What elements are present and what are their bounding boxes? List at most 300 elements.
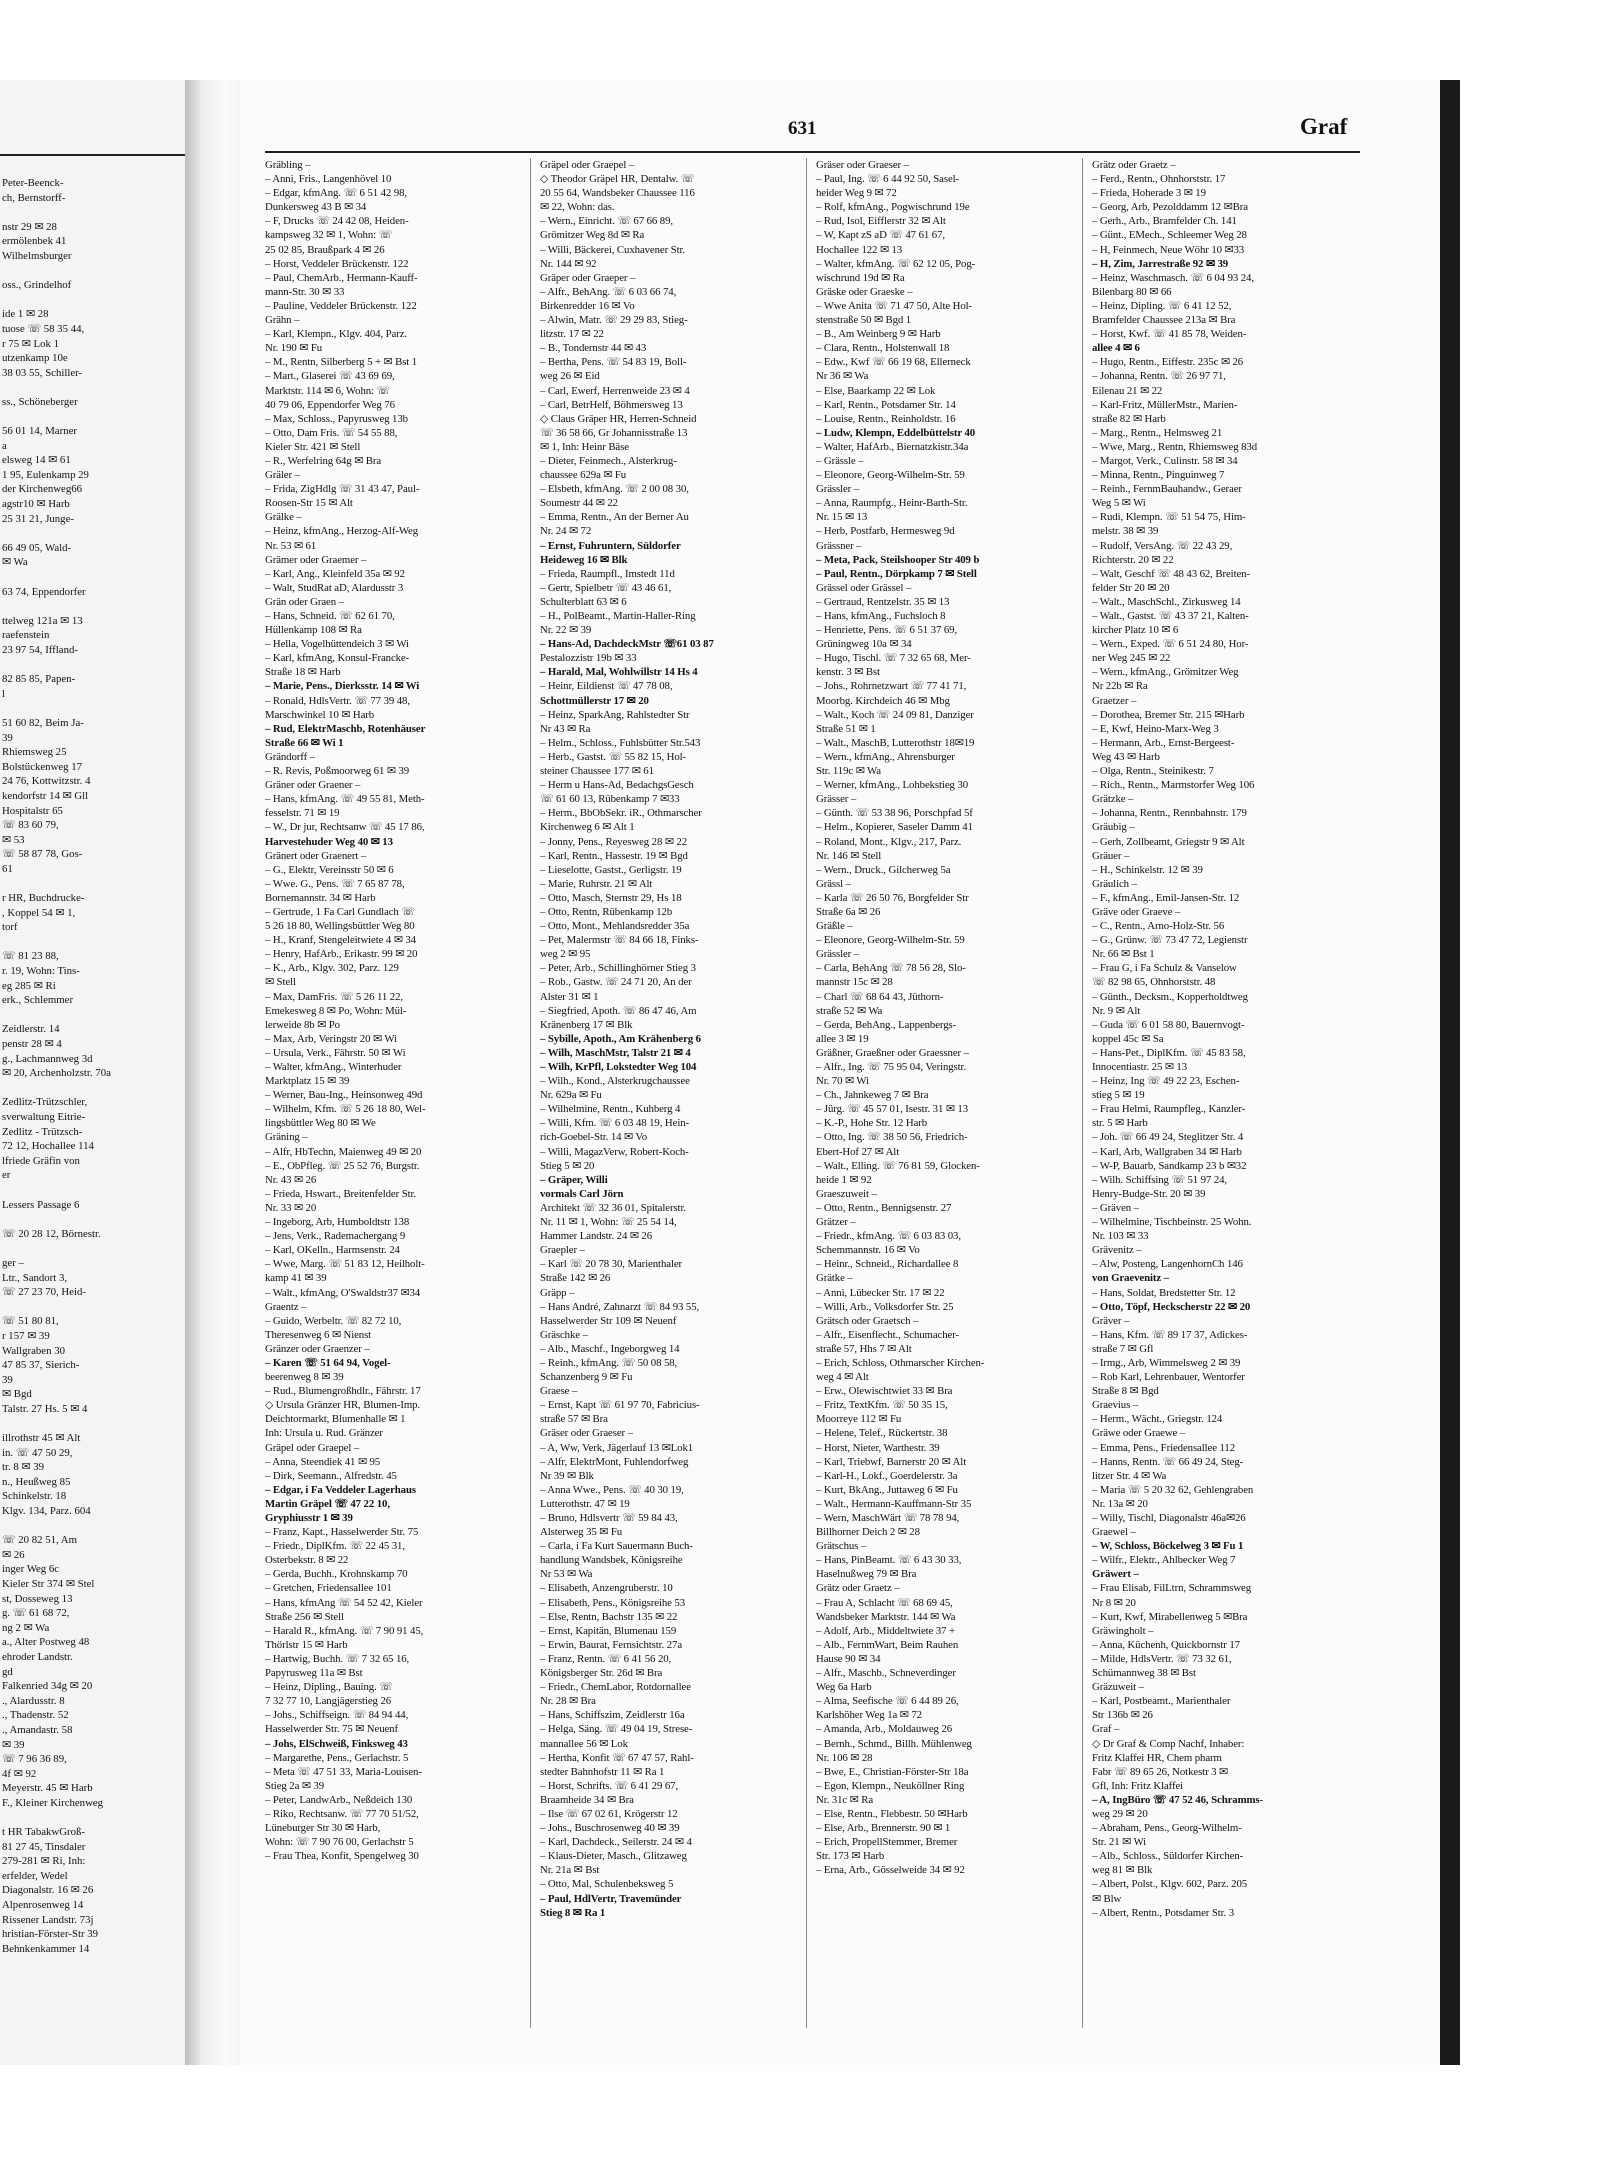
- directory-entry: – Carl, BetrHelf, Böhmersweg 13: [540, 398, 683, 411]
- directory-column-2: [540, 158, 798, 2038]
- left-page-line: ng 2 ✉ Wa: [2, 1621, 50, 1634]
- directory-entry: – Anna Wwe., Pens. ☏ 40 30 19,: [540, 1483, 684, 1496]
- left-page-line: Talstr. 27 Hs. 5 ✉ 4: [2, 1402, 88, 1415]
- directory-entry: Fabr ☏ 89 65 26, Notkestr 3 ✉: [1092, 1765, 1229, 1778]
- directory-entry: – Johanna, Rentn., Rennbahnstr. 179: [1092, 807, 1247, 820]
- directory-entry: – Frau Helmi, Raumpfleg., Kanzler-: [1092, 1103, 1246, 1116]
- column-divider: [1082, 158, 1083, 2028]
- directory-entry: – Anna, Küchenh, Quickbornstr 17: [1092, 1638, 1240, 1651]
- left-page-line: Schinkelstr. 18: [2, 1490, 67, 1503]
- left-page-line: agstr10 ✉ Harb: [2, 498, 70, 511]
- directory-entry: – Hugo, Tischl. ☏ 7 32 65 68, Mer-: [816, 652, 971, 665]
- directory-entry: – Olga, Rentn., Steinikestr. 7: [1092, 765, 1214, 778]
- directory-entry: Grätzke –: [1092, 793, 1134, 806]
- left-page-line: [0, 1008, 185, 1023]
- directory-entry: handlung Wandsbek, Königsreihe: [540, 1554, 683, 1567]
- directory-entry: – Walt., kfmAng, O'Swaldstr37 ✉34: [265, 1286, 421, 1299]
- directory-entry: – Ursula, Verk., Fährstr. 50 ✉ Wi: [265, 1046, 406, 1059]
- directory-entry: – Willi, Arb., Volksdorfer Str. 25: [816, 1300, 954, 1313]
- directory-entry: Schottmüllerstr 17 ✉ 20: [540, 694, 649, 707]
- directory-entry: – Charl ☏ 68 64 43, Jüthorn-: [816, 990, 944, 1003]
- directory-entry: Gränert oder Graenert –: [265, 849, 367, 862]
- directory-entry: – Maria ☏ 5 20 32 62, Gehlengraben: [1092, 1483, 1254, 1496]
- left-page-line: 81 27 45, Tinsdaler: [2, 1840, 86, 1853]
- left-page-line: Rhiemsweg 25: [2, 746, 67, 759]
- directory-entry: – Erich, PropellStemmer, Bremer: [816, 1836, 958, 1849]
- directory-entry: – Siegfried, Apoth. ☏ 86 47 46, Am: [540, 1004, 697, 1017]
- directory-entry: Thörlstr 15 ✉ Harb: [265, 1638, 348, 1651]
- left-page-line: 39: [2, 731, 13, 744]
- directory-entry: melstr. 38 ✉ 39: [1092, 525, 1159, 538]
- directory-entry: Nr. 9 ✉ Alt: [1092, 1004, 1141, 1017]
- directory-entry: Nr. 629a ✉ Fu: [540, 1089, 602, 1102]
- directory-entry: heider Weg 9 ✉ 72: [816, 187, 897, 200]
- directory-entry: stedter Bahnhofstr 11 ✉ Ra 1: [540, 1765, 665, 1778]
- directory-entry: – Eleonore, Georg-Wilhelm-Str. 59: [816, 469, 965, 482]
- directory-entry: Nr. 24 ✉ 72: [540, 525, 592, 538]
- directory-entry: – Max, Arb, Veringstr 20 ✉ Wi: [265, 1032, 397, 1045]
- directory-entry: Schemmannstr. 16 ✉ Vo: [816, 1244, 920, 1257]
- directory-entry: – Horst, Kwf. ☏ 41 85 78, Weiden-: [1092, 328, 1247, 341]
- directory-entry: – Meta, Pack, Steilshooper Str 409 b: [816, 553, 980, 566]
- left-page-line: [0, 935, 185, 950]
- directory-entry: kircher Platz 10 ✉ 6: [1092, 624, 1179, 637]
- directory-entry: ✉ 1, Inh: Heinr Bäse: [540, 440, 629, 453]
- directory-entry: – Hermann, Arb., Ernst-Bergeest-: [1092, 736, 1235, 749]
- directory-entry: felder Str 20 ✉ 20: [1092, 581, 1170, 594]
- directory-entry: – Paul, Ing. ☏ 6 44 92 50, Sasel-: [816, 173, 960, 186]
- directory-entry: Nr. 31c ✉ Ra: [816, 1793, 874, 1806]
- directory-entry: – H., Schinkelstr. 12 ✉ 39: [1092, 863, 1203, 876]
- directory-entry: – Wilh, KrPfl, Lokstedter Weg 104: [540, 1061, 697, 1073]
- left-page-line: sverwaltung Eitrie-: [2, 1111, 86, 1123]
- directory-entry: koppel 45c ✉ Sa: [1092, 1032, 1164, 1045]
- left-page-line: 25 31 21, Junge-: [2, 512, 74, 525]
- directory-entry: Soumestr 44 ✉ 22: [540, 497, 618, 510]
- left-page-line: Klgv. 134, Parz. 604: [2, 1505, 91, 1518]
- left-page-line: [0, 410, 185, 425]
- directory-entry: – Louise, Rentn., Reinholdstr. 16: [816, 412, 956, 425]
- directory-entry: kenstr. 3 ✉ Bst: [816, 666, 880, 679]
- directory-entry: – Frau A, Schlacht ☏ 68 69 45,: [816, 1596, 953, 1609]
- left-page-line: 38 03 55, Schiller-: [2, 366, 83, 379]
- left-page-line: t HR TabakwGroß-: [2, 1826, 86, 1839]
- directory-entry: – Alb., Schloss., Süldorfer Kirchen-: [1092, 1850, 1244, 1863]
- directory-entry: – Milde, HdlsVertr. ☏ 73 32 61,: [1092, 1652, 1232, 1665]
- directory-entry: – Else, Rentn, Bachstr 135 ✉ 22: [540, 1610, 678, 1623]
- directory-entry: – Günth., Decksm., Kopperholdtweg: [1092, 990, 1248, 1003]
- left-page-line: [0, 1300, 185, 1315]
- left-page-line: torf: [2, 921, 18, 934]
- directory-entry: – Paul, Rentn., Dörpkamp 7 ✉ Stell: [816, 567, 977, 580]
- directory-entry: Nr. 11 ✉ 1, Wohn: ☏ 25 54 14,: [540, 1216, 677, 1229]
- left-page-line: 61: [2, 862, 13, 875]
- left-page-line: F., Kleiner Kirchenweg: [2, 1796, 104, 1809]
- left-page-line: ☏ 20 82 51, Am: [2, 1534, 77, 1547]
- directory-entry: ◇ Claus Gräper HR, Herren-Schneid: [540, 412, 697, 425]
- directory-entry: lingsbüttler Weg 80 ✉ We: [265, 1117, 376, 1130]
- directory-entry: Gränzer oder Graenzer –: [265, 1342, 370, 1355]
- directory-entry: – Wilhelm, Kfm. ☏ 5 26 18 80, Wel-: [265, 1103, 426, 1116]
- directory-entry: – Margot, Verk., Culinstr. 58 ✉ 34: [1092, 454, 1238, 467]
- directory-entry: Richterstr. 20 ✉ 22: [1092, 553, 1174, 566]
- directory-entry: Gräbling –: [265, 159, 311, 171]
- directory-entry: Innocentiastr. 25 ✉ 13: [1092, 1061, 1188, 1073]
- directory-entry: – Guido, Werbeltr. ☏ 82 72 10,: [265, 1314, 402, 1327]
- directory-entry: Henry-Budge-Str. 20 ✉ 39: [1092, 1187, 1206, 1200]
- directory-entry: Marktstr. 114 ✉ 6, Wohn: ☏: [265, 384, 390, 397]
- left-page-line: der Kirchenweg66: [2, 483, 83, 496]
- directory-entry: Gräve oder Graeve –: [1092, 905, 1181, 918]
- directory-entry: Grömitzer Weg 8d ✉ Ra: [540, 229, 645, 242]
- directory-entry: Schulterblatt 63 ✉ 6: [540, 595, 627, 608]
- directory-entry: – Alfr., Eisenflecht., Schumacher-: [816, 1328, 959, 1341]
- directory-entry: – Joh. ☏ 66 49 24, Steglitzer Str. 4: [1092, 1131, 1244, 1144]
- directory-entry: litzstr. 17 ✉ 22: [540, 328, 604, 341]
- directory-entry: – Alfr., Maschb., Schneverdinger: [816, 1667, 956, 1680]
- directory-entry: Moorreye 112 ✉ Fu: [816, 1413, 902, 1426]
- directory-entry: weg 29 ✉ 20: [1092, 1807, 1148, 1820]
- directory-entry: – Dirk, Seemann., Alfredstr. 45: [265, 1469, 397, 1482]
- directory-entry: – H, Zim, Jarrestraße 92 ✉ 39: [1092, 257, 1229, 270]
- directory-entry: – Otto, Masch, Sternstr 29, Hs 18: [540, 891, 682, 904]
- directory-entry: – Elisabeth, Pens., Königsreihe 53: [540, 1596, 686, 1609]
- left-page-line: a: [2, 439, 7, 452]
- directory-entry: – C., Rentn., Arno-Holz-Str. 56: [1092, 920, 1225, 933]
- directory-entry: – G., Grünw. ☏ 73 47 72, Legienstr: [1092, 934, 1248, 947]
- directory-entry: Bornemannstr. 34 ✉ Harb: [265, 891, 376, 904]
- left-page-line: 39: [2, 1373, 13, 1386]
- left-page-line: in. ☏ 47 50 29,: [2, 1446, 73, 1459]
- directory-entry: – Else, Rentn., Flebbestr. 50 ✉Harb: [816, 1807, 968, 1820]
- directory-entry: – Else, Baarkamp 22 ✉ Lok: [816, 384, 936, 397]
- directory-entry: ✉ Blw: [1092, 1892, 1122, 1905]
- directory-entry: – Ludw, Klempn, Eddelbüttelstr 40: [816, 426, 976, 439]
- left-page-line: st, Dosseweg 13: [2, 1592, 73, 1605]
- directory-entry: lerweide 8b ✉ Po: [265, 1018, 340, 1031]
- directory-entry: – Emma, Rentn., An der Berner Au: [540, 511, 689, 524]
- directory-entry: – Wwe Anita ☏ 71 47 50, Alte Hol-: [816, 299, 973, 312]
- directory-entry: – Else, Arb., Brennerstr. 90 ✉ 1: [816, 1822, 951, 1835]
- directory-entry: – Günt., EMech., Schleemer Weg 28: [1092, 229, 1247, 242]
- directory-entry: – Wilh, MaschMstr, Talstr 21 ✉ 4: [540, 1046, 691, 1059]
- directory-entry: – Rob Karl, Lehrenbauer, Wentorfer: [1092, 1371, 1245, 1384]
- directory-entry: – Frieda, Raumpfl., Imstedt 11d: [540, 567, 675, 580]
- directory-entry: 40 79 06, Eppendorfer Weg 76: [265, 398, 395, 411]
- directory-entry: – Karl, Arb, Wallgraben 34 ✉ Harb: [1092, 1145, 1242, 1158]
- directory-entry: – Heinz, Dipling. ☏ 6 41 12 52,: [1092, 299, 1232, 312]
- directory-entry: Grämer oder Graemer –: [265, 553, 367, 566]
- left-page-line: ., Thadenstr. 52: [2, 1709, 69, 1722]
- left-page-line: ide 1 ✉ 28: [2, 308, 49, 321]
- left-page-line: r 75 ✉ Lok 1: [2, 337, 60, 350]
- directory-entry: – Carla, i Fa Kurt Sauermann Buch-: [540, 1540, 693, 1553]
- directory-entry: – Carla, BehAng ☏ 78 56 28, Slo-: [816, 962, 966, 975]
- directory-entry: – Willi, MagazVerw, Robert-Koch-: [540, 1145, 689, 1158]
- directory-entry: – Rudi, Klempn. ☏ 51 54 75, Him-: [1092, 511, 1246, 524]
- directory-entry: – Johs., Rohrnetzwart ☏ 77 41 71,: [816, 680, 967, 693]
- directory-entry: ✉ Stell: [265, 976, 296, 989]
- directory-entry: Nr 53 ✉ Wa: [540, 1568, 593, 1581]
- directory-entry: Straße 256 ✉ Stell: [265, 1610, 344, 1623]
- directory-entry: – Wern, MaschWärt ☏ 78 78 94,: [816, 1512, 960, 1524]
- directory-entry: Roosen-Str 15 ✉ Alt: [265, 497, 353, 510]
- directory-entry: – Gerh, Zollbeamt, Griegstr 9 ✉ Alt: [1092, 835, 1245, 848]
- directory-entry: – Johs., Buschrosenweg 40 ✉ 39: [540, 1822, 680, 1835]
- directory-entry: – Karl, kfmAng, Konsul-Francke-: [265, 652, 410, 665]
- directory-entry: Martin Gräpel ☏ 47 22 10,: [265, 1497, 390, 1510]
- directory-entry: – Hans, Kfm. ☏ 89 17 37, Adickes-: [1092, 1328, 1248, 1341]
- directory-entry: – Grässle –: [816, 454, 864, 467]
- directory-entry: Marschwinkel 10 ✉ Harb: [265, 708, 375, 721]
- directory-entry: – Walt., Hermann-Kauffmann-Str 35: [816, 1497, 972, 1510]
- directory-entry: Bilenbarg 80 ✉ 66: [1092, 285, 1172, 298]
- left-page-line: [0, 599, 185, 614]
- directory-entry: – H, Feinmech, Neue Wöhr 10 ✉33: [1092, 243, 1245, 256]
- directory-entry: mannstr 15c ✉ 28: [816, 976, 893, 989]
- directory-entry: Nr 43 ✉ Ra: [540, 722, 591, 735]
- directory-entry: Straße 142 ✉ 26: [540, 1272, 611, 1285]
- directory-entry: Gräpel oder Graepel –: [540, 159, 635, 171]
- directory-entry: ✉ 22, Wohn: das.: [540, 201, 615, 214]
- directory-entry: Kränenberg 17 ✉ Blk: [540, 1018, 633, 1031]
- directory-entry: – Wwe, Marg., Rentn, Rhiemsweg 83d: [1092, 440, 1258, 453]
- directory-entry: Nr 36 ✉ Wa: [816, 370, 869, 383]
- directory-entry: – Horst, Schrifts. ☏ 6 41 29 67,: [540, 1779, 679, 1792]
- directory-entry: Grässl –: [816, 877, 851, 890]
- directory-entry: – Friedr., DiplKfm. ☏ 22 45 31,: [265, 1540, 405, 1553]
- left-page-line: ehroder Landstr.: [2, 1650, 73, 1663]
- directory-entry: – Gerda, BehAng., Lappenbergs-: [816, 1018, 957, 1031]
- directory-entry: Grässler –: [816, 483, 860, 496]
- directory-entry: Grässel oder Grässel –: [816, 581, 912, 594]
- book-gutter: [185, 80, 240, 2065]
- directory-entry: mann-Str. 30 ✉ 33: [265, 285, 345, 298]
- directory-entry: – Anni, Lübecker Str. 17 ✉ 22: [816, 1286, 945, 1299]
- left-page-line: ☏ 81 23 88,: [2, 950, 59, 963]
- directory-entry: – Hans, kfmAng ☏ 54 52 42, Kieler: [265, 1596, 423, 1609]
- left-page-line: Rissener Landstr. 73j: [2, 1913, 94, 1926]
- directory-entry: – E, Kwf, Heino-Marx-Weg 3: [1092, 722, 1219, 735]
- directory-entry: Eilenau 21 ✉ 22: [1092, 384, 1163, 397]
- directory-entry: – Lieselotte, Gastst., Gerligstr. 19: [540, 863, 682, 876]
- directory-entry: Grätz oder Graetz –: [1092, 159, 1176, 171]
- left-page-line: r 157 ✉ 39: [2, 1329, 50, 1342]
- directory-entry: – Max, Schloss., Papyrusweg 13b: [265, 412, 408, 425]
- left-page-line: 23 97 54, Iffland-: [2, 644, 78, 656]
- left-page-line: Zeidlerstr. 14: [2, 1023, 60, 1036]
- directory-entry: Kirchenweg 6 ✉ Alt 1: [540, 821, 635, 834]
- directory-entry: Gräubig –: [1092, 821, 1135, 834]
- directory-entry: Straße 8 ✉ Bgd: [1092, 1385, 1159, 1398]
- directory-entry: – Frieda, Hoherade 3 ✉ 19: [1092, 187, 1206, 200]
- directory-entry: – Frida, ZigHdlg ☏ 31 43 47, Paul-: [265, 483, 420, 496]
- directory-entry: – Frau G, i Fa Schulz & Vanselow: [1092, 962, 1237, 975]
- directory-entry: weg 2 ✉ 95: [540, 948, 591, 961]
- directory-entry: – Otto, Dam Fris. ☏ 54 55 88,: [265, 426, 398, 439]
- left-page-line: Wallgraben 30: [2, 1344, 65, 1357]
- directory-entry: – Otto, Töpf, Heckscherstr 22 ✉ 20: [1092, 1300, 1251, 1313]
- directory-entry: – Rob., Gastw. ☏ 24 71 20, An der: [540, 976, 692, 989]
- directory-entry: Nr. 190 ✉ Fu: [265, 342, 323, 355]
- left-page-line: r HR, Buchdrucke-: [2, 892, 85, 905]
- directory-entry: – Karl, Ang., Kleinfeld 35a ✉ 92: [265, 567, 405, 580]
- directory-entry: – Willi, Bäckerei, Cuxhavener Str.: [540, 243, 685, 256]
- directory-entry: – Jürg. ☏ 45 57 01, Isestr. 31 ✉ 13: [816, 1103, 969, 1116]
- directory-entry: – Hans André, Zahnarzt ☏ 84 93 55,: [540, 1300, 700, 1313]
- directory-entry: Gräser oder Graeser –: [816, 159, 909, 171]
- directory-entry: – Edw., Kwf ☏ 66 19 68, Ellerneck: [816, 356, 971, 369]
- left-page-line: Wilhelmsburger: [2, 249, 72, 262]
- directory-entry: – Kurt, Kwf, Mirabellenweg 5 ✉Bra: [1092, 1610, 1248, 1623]
- directory-entry: – Alb., FernmWart, Beim Rauhen: [816, 1638, 959, 1651]
- directory-entry: – H., Kranf, Stengeleitwiete 4 ✉ 34: [265, 934, 416, 947]
- directory-entry: – Alfr., Ing. ☏ 75 95 04, Veringstr.: [816, 1061, 967, 1073]
- left-page-line: Hospitalstr 65: [2, 804, 63, 817]
- directory-entry: – K.-P., Hohe Str. 12 Harb: [816, 1117, 928, 1130]
- left-page-line: ttelweg 121a ✉ 13: [2, 614, 83, 627]
- directory-entry: Str. 21 ✉ Wi: [1092, 1836, 1147, 1849]
- left-page-line: ☏ 51 80 81,: [2, 1315, 59, 1328]
- directory-entry: Gräver –: [1092, 1314, 1130, 1327]
- directory-entry: vormals Carl Jörn: [540, 1187, 624, 1200]
- directory-entry: ☏ 61 60 13, Rübenkamp 7 ✉33: [540, 793, 680, 806]
- directory-entry: – Walt., Gastst. ☏ 43 37 21, Kalten-: [1092, 610, 1249, 622]
- left-page-line: illrothstr 45 ✉ Alt: [2, 1432, 81, 1445]
- directory-entry: Marktplatz 15 ✉ 39: [265, 1075, 350, 1088]
- left-page-line: ☏ 58 87 78, Gos-: [2, 848, 83, 861]
- directory-entry: – Edgar, i Fa Veddeler Lagerhaus: [265, 1483, 416, 1496]
- left-page-line: a., Alter Postweg 48: [2, 1636, 90, 1649]
- directory-entry: – Karl, Triebwf, Barnerstr 20 ✉ Alt: [816, 1455, 967, 1468]
- directory-entry: – Günth. ☏ 53 38 96, Porschpfad 5f: [816, 807, 973, 820]
- directory-entry: Nr. 21a ✉ Bst: [540, 1864, 600, 1877]
- directory-entry: – Alw, Posteng, LangenhornCh 146: [1092, 1258, 1243, 1271]
- directory-entry: Harvestehuder Weg 40 ✉ 13: [265, 835, 393, 848]
- left-page-line: [0, 877, 185, 892]
- directory-entry: Osterbekstr. 8 ✉ 22: [265, 1554, 349, 1567]
- directory-entry: – Mart., Glaserei ☏ 43 69 69,: [265, 370, 395, 383]
- directory-entry: – Heinz, Dipling., Bauing. ☏: [265, 1681, 393, 1694]
- directory-entry: – Herm., Wächt., Griegstr. 124: [1092, 1413, 1223, 1426]
- directory-entry: Gräning –: [265, 1131, 308, 1144]
- directory-entry: – Herb, Postfarb, Hermesweg 9d: [816, 525, 955, 538]
- directory-entry: – Heinz, Ing ☏ 49 22 23, Eschen-: [1092, 1075, 1240, 1088]
- directory-entry: Inh: Ursula u. Rud. Gränzer: [265, 1427, 383, 1440]
- directory-entry: Weg 6a Harb: [816, 1681, 872, 1694]
- directory-entry: – Bruno, Hdlsvertr ☏ 59 84 43,: [540, 1512, 678, 1524]
- directory-entry: – Walt., MaschB, Lutterothstr 18✉19: [816, 736, 975, 749]
- directory-entry: – W., Dr jur, Rechtsanw ☏ 45 17 86,: [265, 821, 425, 834]
- directory-entry: – Walt., MaschSchl., Zirkusweg 14: [1092, 595, 1241, 608]
- directory-entry: – A, Ww, Verk, Jägerlauf 13 ✉Lok1: [540, 1441, 694, 1454]
- directory-entry: Alster 31 ✉ 1: [540, 990, 599, 1003]
- directory-entry: Gräwingholt –: [1092, 1624, 1154, 1637]
- left-page-line: , Koppel 54 ✉ 1,: [2, 906, 76, 919]
- directory-entry: – Johs., Schiffseign. ☏ 84 94 44,: [265, 1709, 409, 1722]
- directory-entry: – Rudolf, VersAng. ☏ 22 43 29,: [1092, 539, 1233, 552]
- directory-entry: Wandsbeker Marktstr. 144 ✉ Wa: [816, 1610, 956, 1623]
- directory-entry: stieg 5 ✉ 19: [1092, 1089, 1145, 1102]
- directory-entry: Grätsch oder Graetsch –: [816, 1314, 919, 1327]
- left-page-line: Zedlitz - Trützsch-: [2, 1125, 83, 1138]
- column-divider: [530, 158, 531, 2028]
- directory-entry: – Walt, Geschf ☏ 48 43 62, Breiten-: [1092, 567, 1250, 580]
- directory-entry: – Albert, Polst., Klgv. 602, Parz. 205: [1092, 1878, 1248, 1891]
- directory-entry: – Gertrude, 1 Fa Carl Gundlach ☏: [265, 905, 415, 918]
- directory-entry: – Helga, Säng. ☏ 49 04 19, Strese-: [540, 1723, 693, 1736]
- directory-entry: kampsweg 32 ✉ 1, Wohn: ☏: [265, 229, 393, 242]
- directory-entry: weg 4 ✉ Alt: [816, 1371, 869, 1384]
- directory-entry: – Hella, Vogelhüttendeich 3 ✉ Wi: [265, 638, 409, 651]
- directory-entry: – Karen ☏ 51 64 94, Vogel-: [265, 1356, 391, 1369]
- directory-entry: – R. Revis, Poßmoorweg 61 ✉ 39: [265, 765, 410, 778]
- left-page-line: [0, 1519, 185, 1534]
- directory-entry: – Wilhelmine, Tischbeinstr. 25 Wohn.: [1092, 1216, 1252, 1229]
- directory-entry: Gräßle –: [816, 920, 853, 933]
- directory-entry: – Frieda, Hswart., Breitenfelder Str.: [265, 1187, 417, 1200]
- directory-entry: Schanzenberg 9 ✉ Fu: [540, 1371, 633, 1384]
- left-page-line: eg 285 ✉ Ri: [2, 979, 56, 992]
- directory-entry: Weg 43 ✉ Harb: [1092, 750, 1160, 763]
- directory-entry: Straße 18 ✉ Harb: [265, 666, 341, 679]
- directory-entry: – Georg, Arb, Pezolddamm 12 ✉Bra: [1092, 201, 1248, 214]
- left-page-line: 24 76, Kottwitzstr. 4: [2, 775, 91, 788]
- directory-entry: Grätschus –: [816, 1540, 867, 1553]
- directory-entry: – Eleonore, Georg-Wilhelm-Str. 59: [816, 934, 965, 947]
- directory-entry: – Anna, Steendiek 41 ✉ 95: [265, 1455, 381, 1468]
- directory-entry: – Hans, kfmAng. ☏ 49 55 81, Meth-: [265, 793, 425, 806]
- left-page-line: ✉ 53: [2, 833, 25, 846]
- directory-entry: – Guda ☏ 6 01 58 80, Bauernvogt-: [1092, 1018, 1245, 1031]
- directory-entry: – W-P, Bauarb, Sandkamp 23 b ✉32: [1092, 1159, 1247, 1172]
- directory-entry: – Reinh., FernmBauhandw., Geraer: [1092, 483, 1242, 496]
- directory-entry: – Otto, Mal, Schulenbeksweg 5: [540, 1878, 674, 1891]
- directory-entry: stenstraße 50 ✉ Bgd 1: [816, 314, 912, 327]
- directory-entry: Nr. 144 ✉ 92: [540, 257, 597, 270]
- directory-entry: Gräpp –: [540, 1286, 575, 1299]
- directory-entry: Str 136b ✉ 26: [1092, 1709, 1153, 1722]
- directory-entry: – Rud., Blumengroßhdlr., Fährstr. 17: [265, 1385, 421, 1398]
- directory-entry: – H., PolBeamt., Martin-Haller-Ring: [540, 610, 696, 622]
- directory-entry: – Carl, Ewerf, Herrenweide 23 ✉ 4: [540, 384, 690, 397]
- directory-entry: Graeszuweit –: [816, 1187, 877, 1200]
- directory-entry: Stieg 5 ✉ 20: [540, 1159, 595, 1172]
- left-page-line: inger Weg 6c: [2, 1563, 60, 1576]
- directory-entry: Heideweg 16 ✉ Blk: [540, 553, 628, 566]
- directory-entry: – Adolf, Arb., Middeltwiete 37 +: [816, 1624, 956, 1637]
- directory-entry: – Ernst, Kapitän, Blumenau 159: [540, 1624, 677, 1637]
- left-page-line: ☏ 20 28 12, Börnestr.: [2, 1227, 101, 1240]
- directory-entry: Grässner –: [816, 539, 862, 552]
- directory-entry: Graetzer –: [1092, 694, 1137, 707]
- directory-entry: – Karl, Postbeamt., Marienthaler: [1092, 1695, 1231, 1708]
- directory-entry: Bramfelder Chaussee 213a ✉ Bra: [1092, 314, 1236, 327]
- directory-entry: – W, Schloss, Böckelweg 3 ✉ Fu 1: [1092, 1540, 1244, 1553]
- directory-entry: – Wern., Druck., Gilcherweg 5a: [816, 863, 951, 876]
- directory-entry: Birkenredder 16 ✉ Vo: [540, 299, 635, 312]
- directory-entry: Grüningweg 10a ✉ 34: [816, 638, 912, 651]
- directory-entry: Grälke –: [265, 511, 302, 524]
- directory-column-3: [816, 158, 1074, 2038]
- directory-entry: – Walter, kfmAng., Winterhuder: [265, 1061, 402, 1073]
- left-page-line: ermölenbek 41: [2, 235, 67, 248]
- left-page-line: Zedlitz-Trützschler,: [2, 1096, 88, 1109]
- left-page-line: 66 49 05, Wald-: [2, 541, 72, 554]
- directory-entry: – M., Rentn, Silberberg 5 + ✉ Bst 1: [265, 356, 418, 369]
- directory-entry: – Roland, Mont., Klgv., 217, Parz.: [816, 835, 962, 848]
- directory-entry: – Ingeborg, Arb, Humboldtstr 138: [265, 1216, 410, 1229]
